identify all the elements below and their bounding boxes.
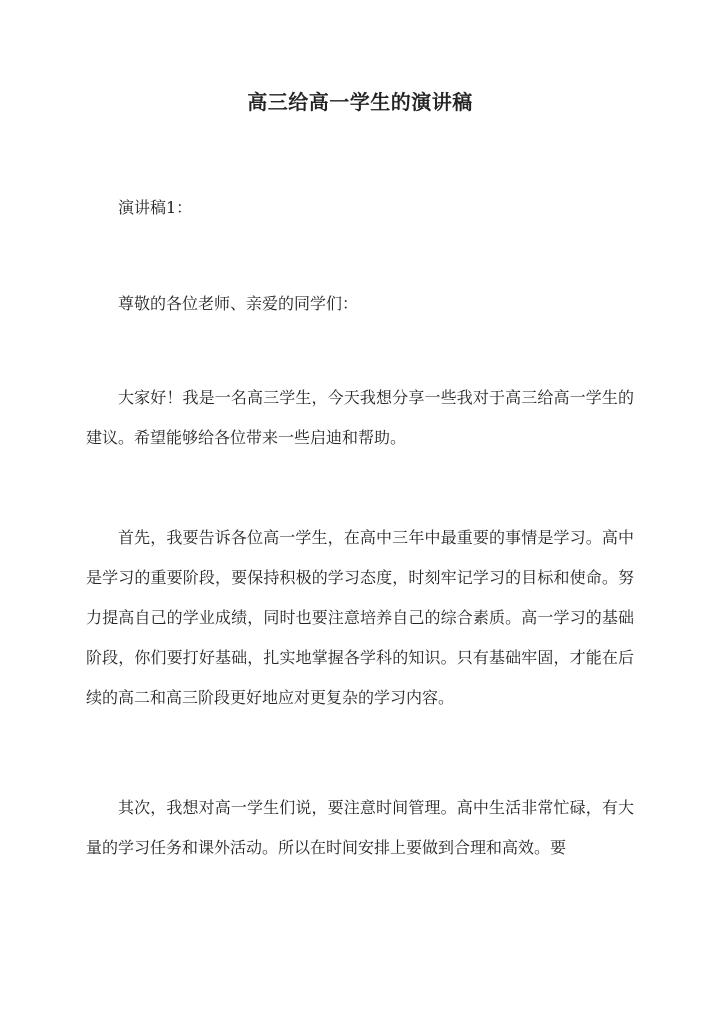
paragraph-salutation: 尊敬的各位老师、亲爱的同学们：	[118, 294, 359, 313]
paragraph-second-point: 其次，我想对高一学生们说，要注意时间管理。高中生活非常忙碌，有大量的学习任务和课外活动。所以在时间安排上要做到合理和高效。要	[86, 798, 634, 857]
paragraph-speech-label: 演讲稿1：	[118, 198, 193, 217]
paragraph-greeting: 大家好！我是一名高三学生，今天我想分享一些我对于高三给高一学生的建议。希望能够给各位带来一些启迪和帮助。	[86, 388, 634, 447]
document-title: 高三给高一学生的演讲稿	[247, 90, 473, 114]
paragraph-first-point: 首先，我要告诉各位高一学生，在高中三年中最重要的事情是学习。高中是学习的重要阶段，要保持积极的学习态度，时刻牢记学习的目标和使命。努力提高自己的学业成绩，同时也要注意培养自己的综合素质。高一学习的基础阶段，你们要打好基础，扎实地掌握各学科的知识。只有基础牢固，才能在后续的高二和高三阶段更好地应对更复杂的学习内容。	[86, 528, 634, 707]
